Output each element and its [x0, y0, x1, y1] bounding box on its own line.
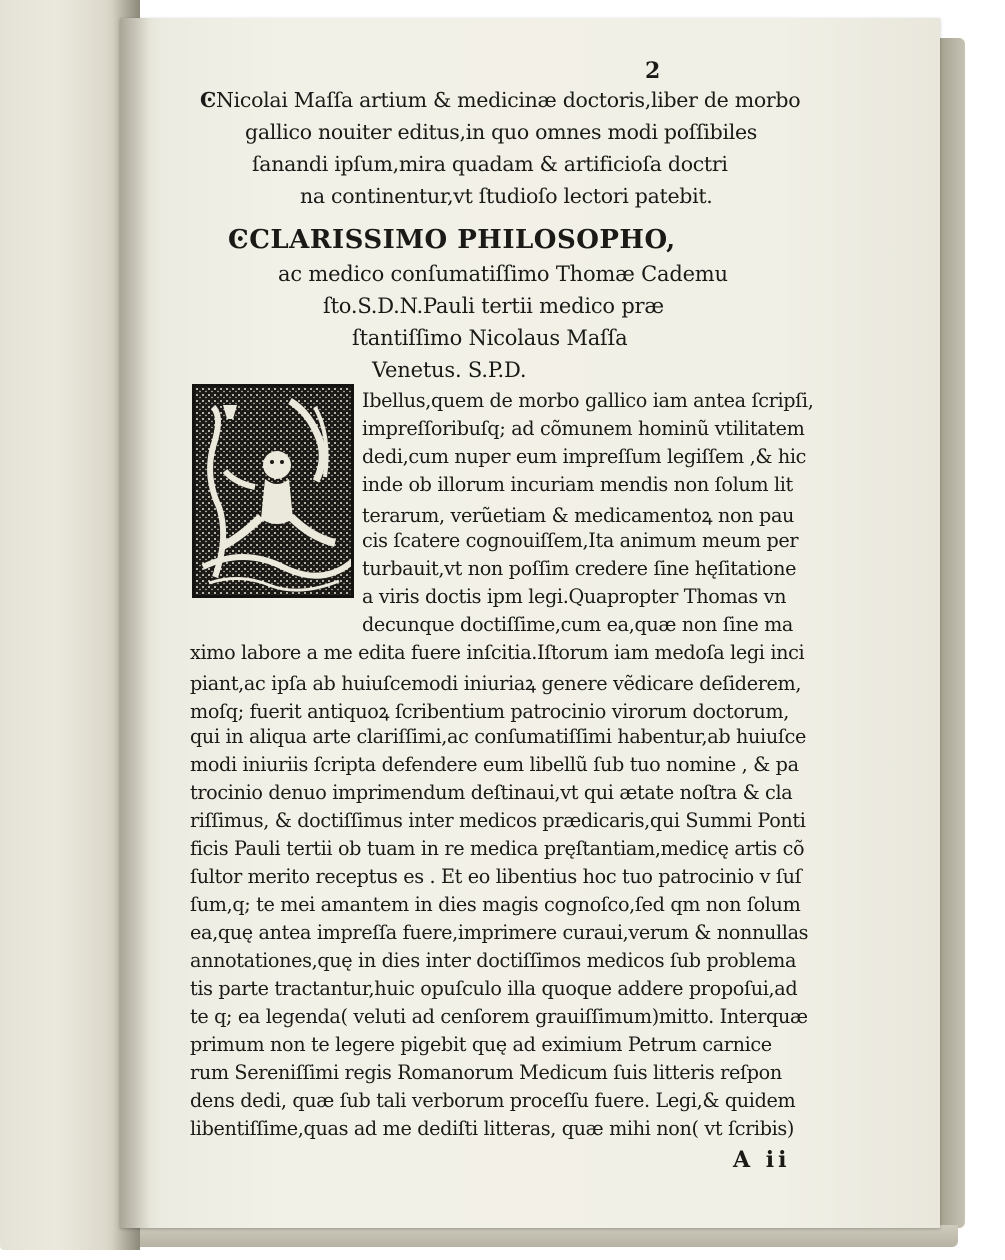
body-line: annotationes,quę in dies inter doctiſſimos medicos ſub problema	[190, 949, 797, 972]
body-line: ſum,q; te mei amantem in dies magis cognoſco,ſed qm non ſolum	[190, 893, 801, 916]
body-line: inde ob illorum incuriam mendis non ſolum lit	[362, 473, 793, 496]
body-line: qui in aliqua arte clariſſimi,ac conſumatiſſimi habentur,ab huiuſce	[190, 725, 806, 748]
pilcrow-icon: Ͼ	[200, 88, 217, 112]
folio-number: 2	[645, 58, 661, 84]
body-line: tis parte tractantur,huic opuſculo illa quoque addere propoſui,ad	[190, 977, 798, 1000]
body-line: ximo labore a me edita fuere inſcitia.Iſtorum iam medoſa legi inci	[190, 641, 805, 664]
body-line: dens dedi, quæ ſub tali verborum proceſſu fuere. Legi,& quidem	[190, 1089, 796, 1112]
title-line: na continentur,vt ſtudioſo lectori patebit.	[300, 184, 713, 208]
body-line: ſultor merito receptus es . Et eo libentius hoc tuo patrocinio v ſuſ	[190, 865, 802, 888]
body-line: impreſſoribuſq; ad cõmunem hominũ vtilitatem	[362, 417, 805, 440]
body-line: ea,quę antea impreſſa fuere,imprimere curaui,verum & nonnullas	[190, 921, 809, 944]
dedication-line: ſtantiſſimo Nicolaus Maſſa	[352, 326, 628, 350]
body-line: a viris doctis ipm legi.Quapropter Thomas vn	[362, 585, 787, 608]
body-line: Ibellus,quem de morbo gallico iam antea ſcripſi,	[362, 389, 814, 412]
body-line: decunque doctiſſime,cum ea,quæ non ſine ma	[362, 613, 794, 636]
body-line: te q; ea legenda( veluti ad cenſorem grauiſſimum)mitto. Interquæ	[190, 1005, 808, 1028]
body-line: moſq; fuerit antiquoꝝ ſcribentium patrocinio virorum doctorum,	[190, 700, 789, 723]
body-line: terarum, verũetiam & medicamentoꝝ non pau	[362, 504, 795, 527]
woodcut-illustration-icon	[195, 387, 351, 595]
dedication-line: ac medico conſumatiſſimo Thomæ Cademu	[278, 262, 728, 286]
body-line: ficis Pauli tertii ob tuam in re medica pręſtantiam,medicę artis cõ	[190, 837, 805, 860]
body-line: rum Sereniſſimi regis Romanorum Medicum ſuis litteris reſpon	[190, 1061, 782, 1084]
signature-mark: A ii	[733, 1147, 791, 1173]
facing-page	[0, 0, 140, 1250]
title-line: gallico nouiter editus,in quo omnes modi poſſibiles	[245, 120, 758, 144]
body-line: turbauit,vt non poſſim credere ſine hęſitatione	[362, 557, 797, 580]
dedication-heading: ϾCLARISSIMO PHILOSOPHO,	[228, 225, 676, 255]
book-cover-bottom	[18, 1225, 958, 1247]
title-line: ſanandi ipſum,mira quadam & artificioſa doctri	[252, 152, 728, 176]
body-line: cis ſcatere cognouiſſem,Ita animum meum per	[362, 529, 799, 552]
body-line: modi iniuriis ſcripta defendere eum libellũ ſub tuo nomine , & pa	[190, 753, 799, 776]
body-line: primum non te legere pigebit quę ad eximium Petrum carnice	[190, 1033, 772, 1056]
pilcrow-icon: Ͼ	[228, 225, 250, 255]
body-line: libentiſſime,quas ad me dediſti litteras, quæ mihi non( vt ſcribis)	[190, 1117, 795, 1140]
body-line: riſſimus, & doctiſſimus inter medicos prædicaris,qui Summi Ponti	[190, 809, 806, 832]
body-line: piant,ac ipſa ab huiuſcemodi iniuriaꝝ genere vẽdicare deſiderem,	[190, 672, 802, 695]
body-line: trocinio denuo imprimendum deſtinaui,vt qui ætate noſtra & cla	[190, 781, 793, 804]
dedication-line: Venetus. S.P.D.	[372, 358, 527, 382]
body-line: dedi,cum nuper eum impreſſum legiſſem ,& hic	[362, 445, 807, 468]
woodcut-initial	[192, 384, 354, 598]
dedication-line: ſto.S.D.N.Pauli tertii medico præ	[323, 294, 664, 318]
title-line: ϾNicolai Maſſa artium & medicinæ doctoris,liber de morbo	[200, 88, 801, 112]
